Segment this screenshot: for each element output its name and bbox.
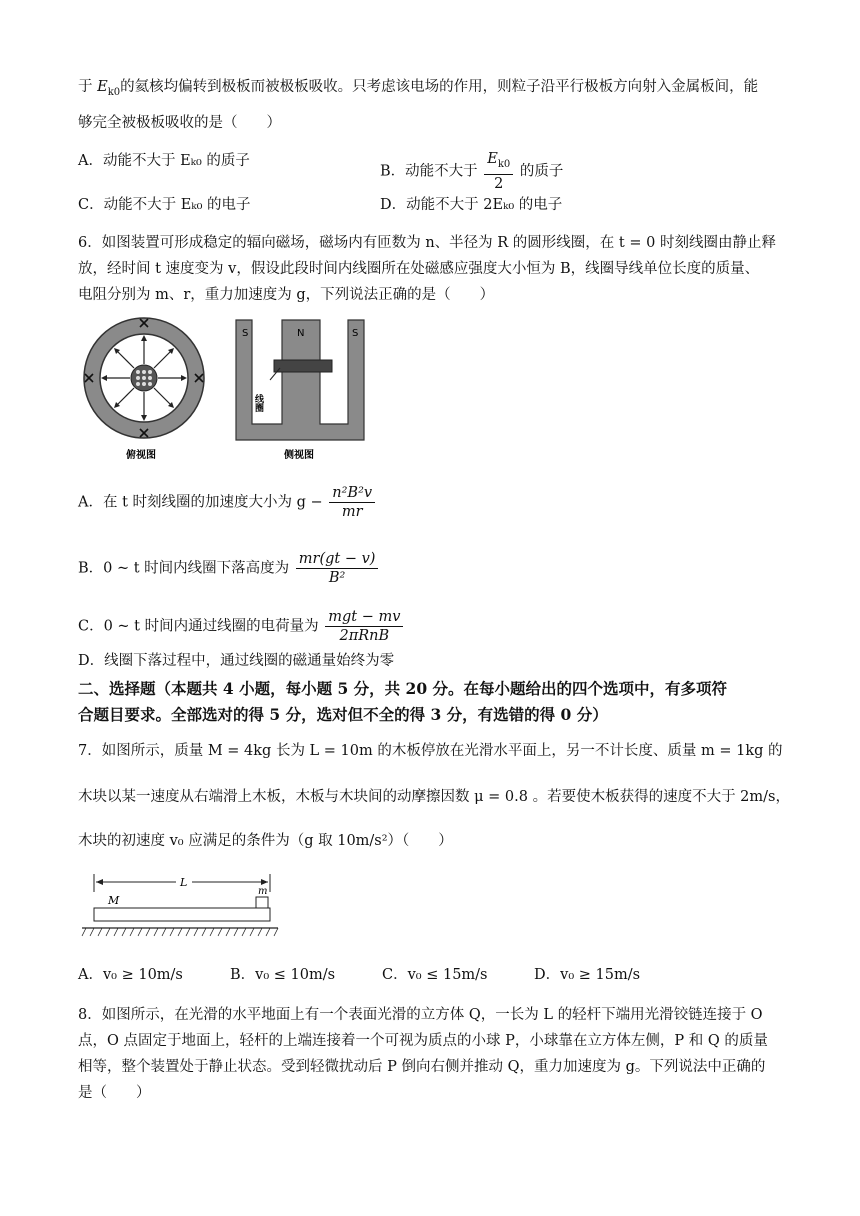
q7-board-figure	[80, 870, 280, 942]
q6-option-c-fraction	[325, 608, 403, 645]
q7-option-a[interactable]: A．v₀ ≥ 10m/s	[78, 967, 183, 983]
q8-stem-1: 8．如图所示，在光滑的水平地面上有一个表面光滑的立方体 Q，一长为 L 的轻杆下端用光滑铰链连接于 O	[78, 1007, 763, 1023]
q7-stem-3: 木块的初速度 v₀ 应满足的条件为（g 取 10m/s²）（ ）	[78, 833, 453, 849]
q7-board-label: M	[108, 894, 120, 907]
q6-option-b[interactable]	[78, 550, 380, 587]
q6-middle-pole-label: N	[297, 328, 305, 339]
q7-option-d[interactable]: D．v₀ ≥ 15m/s	[534, 967, 641, 983]
q8-stem-3: 相等，整个装置处于静止状态。受到轻微扰动后 P 倒向右侧并推动 Q，重力加速度为 g。下列说法中正确的	[78, 1059, 766, 1075]
q7-stem-2: 木块以某一速度从右端滑上木板，木板与木块间的动摩擦因数 μ = 0.8 。若要使木板获得的速度不大于 2m/s，	[78, 789, 790, 805]
q5-option-c[interactable]: C．动能不大于 Eₖ₀ 的电子	[78, 197, 251, 213]
q6-left-pole-label: S	[242, 328, 249, 339]
section-2-heading-1: 二、选择题（本题共 4 小题，每小题 5 分，共 20 分。在每小题给出的四个选项中，有多项符	[78, 679, 728, 698]
q5-continuation-2: 够完全被极板吸收的是（ ）	[78, 115, 281, 131]
q5-option-a[interactable]: A．动能不大于 Eₖ₀ 的质子	[78, 153, 250, 169]
q7-option-c[interactable]: C．v₀ ≤ 15m/s	[382, 967, 488, 983]
q8-stem-4: 是（ ）	[78, 1085, 151, 1101]
q6-side-view-figure	[232, 316, 372, 466]
section-2-heading-2: 合题目要求。全部选对的得 5 分，选对但不全的得 3 分，有选错的得 0 分）	[78, 705, 608, 724]
q6-side-view-label: 侧视图	[284, 450, 314, 461]
q6-option-c-prefix: C．0 ~ t 时间内通过线圈的电荷量为	[78, 618, 319, 635]
q5-option-d[interactable]: D．动能不大于 2Eₖ₀ 的电子	[380, 197, 563, 213]
q7-stem-1: 7．如图所示，质量 M = 4kg 长为 L = 10m 的木板停放在光滑水平面上，另一不计长度、质量 m = 1kg 的	[78, 743, 783, 759]
q6-option-a-denominator: mr	[341, 504, 363, 520]
q6-option-b-numerator: mr(gt − v)	[296, 550, 379, 569]
q6-option-d[interactable]: D．线圈下落过程中，通过线圈的磁通量始终为零	[78, 653, 395, 669]
q6-stem-3: 电阻分别为 m、r，重力加速度为 g，下列说法正确的是（ ）	[78, 287, 495, 303]
q6-stem-1: 6．如图装置可形成稳定的辐向磁场，磁场内有匝数为 n、半径为 R 的圆形线圈，在 t = 0 时刻线圈由静止释	[78, 235, 776, 251]
q6-right-pole-label: S	[352, 328, 359, 339]
q8-stem-2: 点，O 点固定于地面上，轻杆的上端连接着一个可视为质点的小球 P，小球靠在立方体左侧，P 和 Q 的质量	[78, 1033, 768, 1049]
q5-option-b[interactable]	[380, 150, 563, 193]
q5-continuation-1: 于 $E_{k0}$的氦核均偏转到极板而被极板吸收。只考虑该电场的作用，则粒子沿平行极板方向射入金属板间，能	[78, 79, 759, 98]
q6-option-a-numerator: n²B²v	[329, 484, 375, 503]
q6-option-c[interactable]	[78, 608, 405, 645]
q6-option-c-numerator: mgt − mv	[325, 608, 403, 627]
q6-top-view-label: 俯视图	[126, 450, 156, 461]
q6-top-view-figure	[76, 316, 216, 466]
q7-option-b[interactable]: B．v₀ ≤ 10m/s	[230, 967, 336, 983]
q6-coil-label: 线圈	[253, 394, 263, 412]
q6-option-b-prefix: B．0 ~ t 时间内线圈下落高度为	[78, 560, 290, 577]
q5-option-b-fraction: $\frac{E_{k0}}{2}$	[484, 150, 513, 193]
q6-option-b-denominator: B²	[328, 570, 346, 586]
q6-option-a[interactable]	[78, 484, 377, 521]
q5-text-1: 的氦核均偏转到极板而被极板吸收。只考虑该电场的作用，则粒子沿平行极板方向射入金属板间，能	[120, 79, 759, 95]
q6-option-b-fraction	[296, 550, 379, 587]
q6-option-a-prefix: A．在 t 时刻线圈的加速度大小为 g −	[78, 494, 323, 511]
q6-option-c-denominator: 2πRnB	[339, 628, 390, 644]
q7-block-label: m	[258, 886, 268, 897]
q5-option-b-suffix: 的质子	[519, 163, 564, 180]
q6-stem-2: 放，经时间 t 速度变为 v，假设此段时间内线圈所在处磁感应强度大小恒为 B，线圈导线单位长度的质量、	[78, 261, 760, 277]
q7-length-label: L	[180, 876, 188, 889]
q5-option-b-prefix: B．动能不大于	[380, 163, 478, 180]
q6-option-a-fraction	[329, 484, 375, 521]
